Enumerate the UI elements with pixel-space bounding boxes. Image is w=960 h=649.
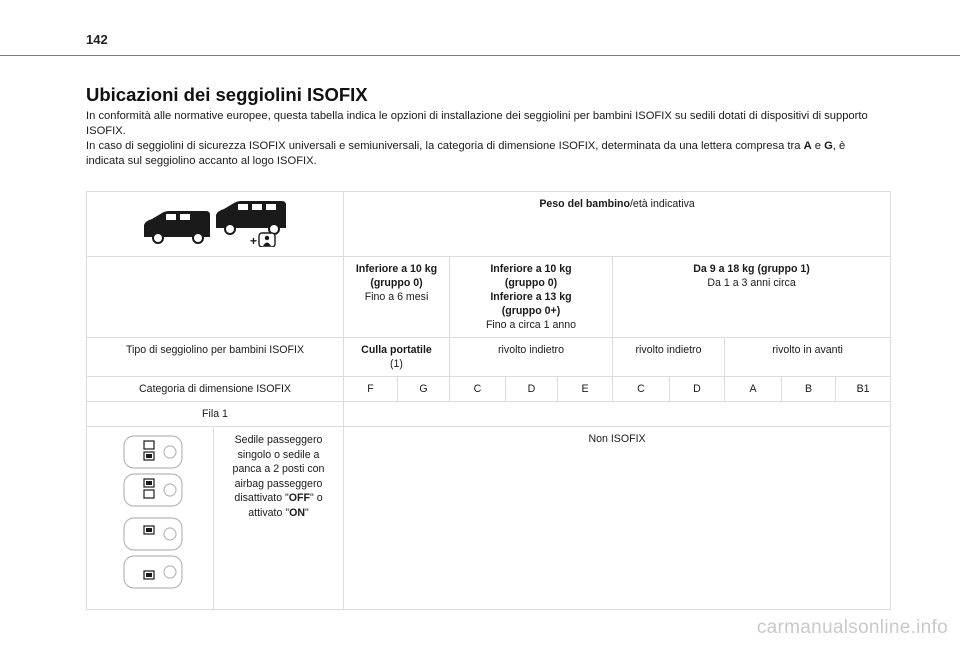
- intro-p2-and: e: [811, 140, 825, 152]
- category-cell: E: [558, 377, 613, 402]
- group-0plus-weight-2: Inferiore a 13 kg: [490, 291, 572, 303]
- weight-header: [344, 192, 891, 257]
- van-icon: [140, 197, 290, 247]
- seat-desc-or: " o attivato ": [248, 492, 323, 519]
- type-rear-facing-1: rivolto indietro: [450, 338, 613, 377]
- group-0plus-group-2: (gruppo 0+): [501, 305, 561, 317]
- airbag-on-label: ON: [289, 506, 305, 519]
- group-0-cell: [344, 257, 450, 338]
- intro-letter-g: G: [824, 140, 833, 152]
- category-cell: C: [613, 377, 670, 402]
- intro-p2-end: , è indicata sul seggiolino accanto al logo ISOFIX.: [86, 140, 846, 167]
- category-cell: A: [725, 377, 782, 402]
- empty-cell: [344, 402, 891, 427]
- watermark: carmanualsonline.info: [756, 617, 948, 638]
- seat-diagram-cell: [87, 427, 214, 610]
- intro-p2-text: In caso di seggiolini di sicurezza ISOFIX universali e semiuniversali, la categoria di dimensione ISOFIX, determinata da una lettera compresa tra: [86, 140, 804, 152]
- type-rear-facing-2: rivolto indietro: [613, 338, 725, 377]
- type-carrycot: [344, 338, 450, 377]
- category-cell: D: [506, 377, 558, 402]
- group-0plus-age: Fino a circa 1 anno: [485, 319, 577, 331]
- seat-desc-text: Sedile passeggero singolo o sedile a panca a 2 posti con airbag passeggero disattivato ": [232, 434, 325, 504]
- seat-isofix-value: Non ISOFIX: [344, 427, 891, 610]
- group-0-group: (gruppo 0): [370, 277, 423, 289]
- svg-text:+: +: [250, 234, 258, 247]
- airbag-off-label: OFF: [288, 492, 310, 504]
- seat-description: [214, 427, 344, 610]
- category-cell: D: [670, 377, 725, 402]
- seat-desc-end: ": [305, 506, 309, 519]
- intro-letter-a: A: [803, 140, 812, 152]
- group-0plus-cell: [450, 257, 613, 338]
- page-title: Ubicazioni dei seggiolini ISOFIX: [86, 84, 368, 105]
- seat-layout-icon: [110, 432, 190, 598]
- intro-text: [86, 109, 886, 169]
- header-rule: [0, 55, 960, 56]
- group-1-weight: Da 9 a 18 kg (gruppo 1): [693, 263, 810, 275]
- group-0-weight: Inferiore a 10 kg: [355, 263, 438, 275]
- group-0plus-group-1: (gruppo 0): [504, 277, 558, 289]
- category-cell: G: [398, 377, 450, 402]
- intro-paragraph-1: In conformità alle normative europee, questa tabella indica le opzioni di installazione dei seggiolini per bambini ISOFIX su sedili dotati di dispositivi di supporto ISOFIX.: [86, 110, 868, 137]
- category-label: Categoria di dimensione ISOFIX: [87, 377, 344, 402]
- group-1-cell: [613, 257, 891, 338]
- type-forward-facing: rivolto in avanti: [725, 338, 891, 377]
- isofix-table: [86, 191, 891, 610]
- category-cell: C: [450, 377, 506, 402]
- group-1-age: Da 1 a 3 anni circa: [707, 277, 796, 289]
- empty-cell: [87, 257, 344, 338]
- group-0plus-weight-1: Inferiore a 10 kg: [490, 263, 572, 275]
- vehicle-icons-cell: [87, 192, 344, 257]
- category-cell: B1: [836, 377, 891, 402]
- page-number: 142: [86, 32, 108, 47]
- category-cell: F: [344, 377, 398, 402]
- intro-paragraph-2: [86, 139, 886, 169]
- type-carrycot-name: Culla portatile: [361, 344, 432, 356]
- type-label: Tipo di seggiolino per bambini ISOFIX: [87, 338, 344, 377]
- weight-header-rest: /età indicativa: [629, 198, 695, 210]
- group-0-age: Fino a 6 mesi: [364, 291, 429, 303]
- weight-header-bold: Peso del bambino: [539, 198, 630, 210]
- row-label: Fila 1: [87, 402, 344, 427]
- type-carrycot-note: (1): [390, 358, 403, 370]
- category-cell: B: [782, 377, 836, 402]
